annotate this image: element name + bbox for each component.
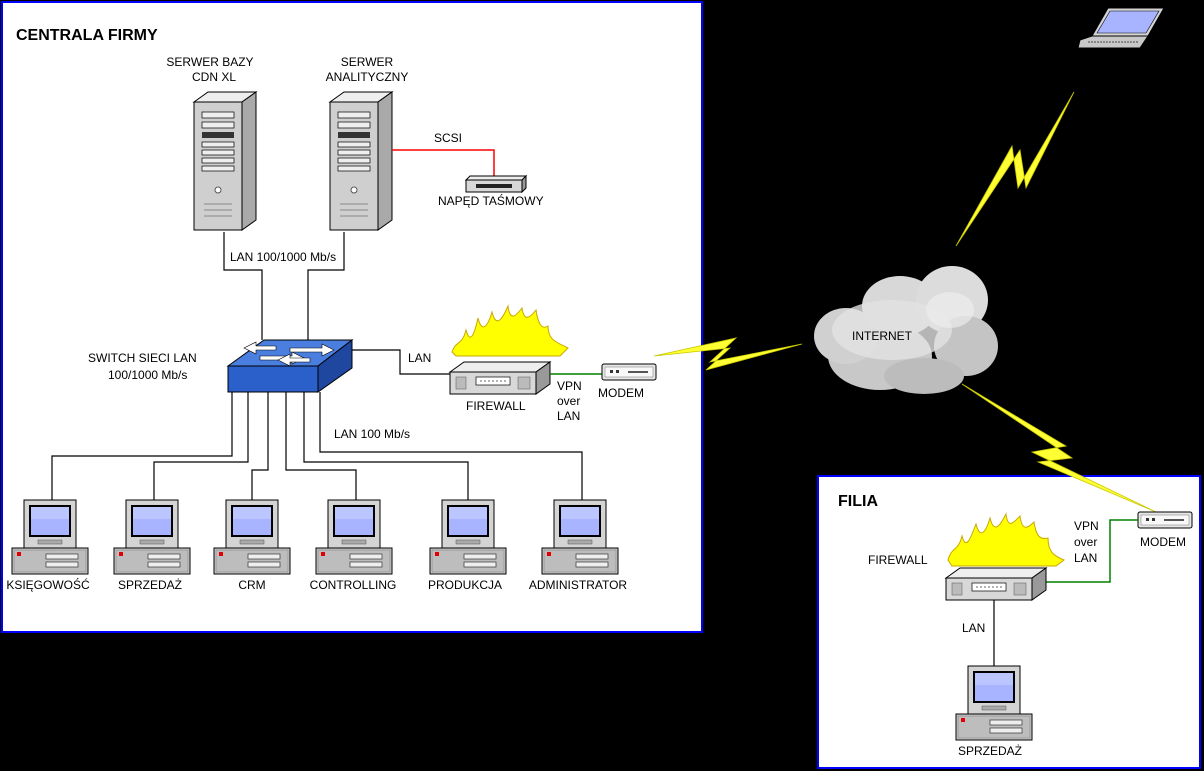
vpn-label-1: VPN: [557, 379, 582, 393]
modem-label: MODEM: [598, 386, 644, 400]
vpn-label-2: over: [557, 394, 581, 408]
server-db-icon: [194, 92, 256, 230]
lan-servers-label: LAN 100/1000 Mb/s: [230, 250, 337, 264]
branch-title: FILIA: [838, 493, 878, 510]
server-db-label-1: SERWER BAZY: [166, 55, 254, 69]
firewall-icon: [450, 362, 550, 394]
client-label-sprzedaz: SPRZEDAŻ: [117, 578, 183, 592]
lan-fw-label: LAN: [408, 351, 432, 365]
tape-drive-icon: [466, 176, 526, 192]
hq-title: CENTRALA FIRMY: [16, 27, 158, 44]
client-label-produkcja: PRODUKCJA: [427, 578, 503, 592]
branch-vpn-label-1: VPN: [1074, 519, 1099, 533]
internet-label: INTERNET: [852, 329, 912, 343]
server-analytic-icon: [330, 92, 392, 230]
client-label-administrator: ADMINISTRATOR: [528, 578, 628, 592]
server-analytic-label-1: SERWER: [340, 55, 394, 69]
switch-label-2: 100/1000 Mb/s: [108, 368, 188, 382]
branch-lan-label: LAN: [962, 621, 986, 635]
modem-icon: [602, 364, 656, 380]
branch-vpn-label-2: over: [1074, 535, 1098, 549]
server-analytic-label-2: ANALITYCZNY: [325, 70, 409, 84]
firewall-label: FIREWALL: [466, 399, 526, 413]
client-label-crm: CRM: [238, 578, 266, 592]
scsi-label: SCSI: [434, 131, 463, 145]
branch-vpn-label-3: LAN: [1074, 551, 1098, 565]
branch-client-label: SPRZEDAŻ: [957, 744, 1023, 758]
tape-drive-label: NAPĘD TAŚMOWY: [438, 194, 544, 208]
switch-label-1: SWITCH SIECI LAN: [88, 351, 197, 365]
vpn-label-3: LAN: [557, 409, 581, 423]
branch-modem-icon: [1138, 512, 1192, 528]
client-label-controlling: CONTROLLING: [309, 578, 397, 592]
lan-clients-label: LAN 100 Mb/s: [334, 427, 411, 441]
branch-firewall-icon: [946, 568, 1046, 600]
branch-modem-label: MODEM: [1140, 535, 1186, 549]
server-db-label-2: CDN XL: [191, 70, 237, 84]
client-label-ksiegowosc: KSIĘGOWOŚĆ: [6, 578, 90, 592]
branch-firewall-label: FIREWALL: [868, 553, 928, 567]
